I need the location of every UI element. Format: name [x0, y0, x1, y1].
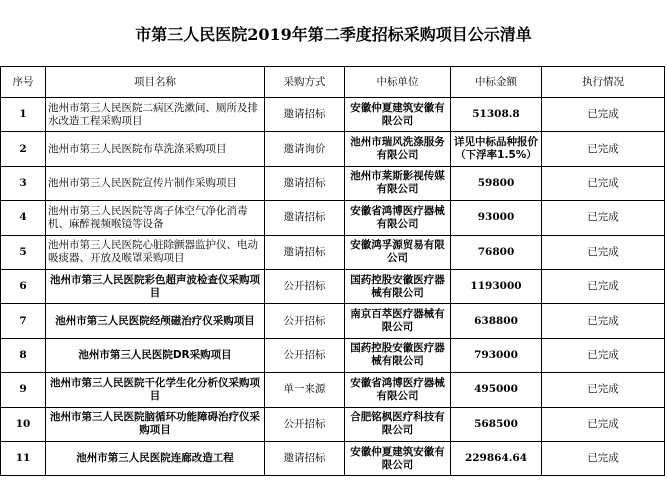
row-project-name: 池州市第三人民医院二病区洗漱间、厕所及排水改造工程采购项目 [46, 98, 265, 132]
row-index: 10 [1, 407, 46, 441]
row-project-name: 池州市第三人民医院连廊改造工程 [46, 441, 265, 475]
row-method: 邀请招标 [265, 201, 345, 235]
row-index: 11 [1, 441, 46, 475]
row-index: 4 [1, 201, 46, 235]
row-amount: 568500 [451, 407, 542, 441]
procurement-table [0, 66, 665, 476]
row-index: 6 [1, 269, 46, 303]
header-method: 采购方式 [265, 67, 345, 98]
row-method: 公开招标 [265, 338, 345, 372]
row-index: 9 [1, 373, 46, 407]
row-winner: 安徽仲夏建筑安徽有限公司 [345, 98, 451, 132]
row-project-name: 池州市第三人民医院心脏除颤器监护仪、电动吸痰器、开放及喉罩采购项目 [46, 235, 265, 269]
row-status: 已完成 [542, 235, 665, 269]
header-amount: 中标金额 [451, 67, 542, 98]
table-row [1, 269, 665, 303]
row-winner: 安徽省鸿博医疗器械有限公司 [345, 201, 451, 235]
table-row [1, 235, 665, 269]
row-project-name: 池州市第三人民医院彩色超声波检查仪采购项目 [46, 269, 265, 303]
row-project-name: 池州市第三人民医院布草洗涤采购项目 [46, 132, 265, 166]
row-project-name: 池州市第三人民医院等离子体空气净化消毒机、麻醉视频喉镜等设备 [46, 201, 265, 235]
row-amount: 638800 [451, 304, 542, 338]
row-method: 邀请招标 [265, 166, 345, 200]
row-amount: 详见中标品种报价（下浮率1.5%） [451, 132, 542, 166]
row-project-name: 池州市第三人民医院经颅磁治疗仪采购项目 [46, 304, 265, 338]
header-project-name: 项目名称 [46, 67, 265, 98]
row-index: 7 [1, 304, 46, 338]
row-status: 已完成 [542, 441, 665, 475]
table-row [1, 338, 665, 372]
table-row [1, 373, 665, 407]
row-index: 2 [1, 132, 46, 166]
row-status: 已完成 [542, 166, 665, 200]
row-winner: 池州市瑞风洗涤服务有限公司 [345, 132, 451, 166]
row-amount: 51308.8 [451, 98, 542, 132]
row-status: 已完成 [542, 132, 665, 166]
table-row [1, 166, 665, 200]
row-project-name: 池州市第三人民医院脑循环功能障碍治疗仪采购项目 [46, 407, 265, 441]
header-status: 执行情况 [542, 67, 665, 98]
table-row [1, 304, 665, 338]
row-status: 已完成 [542, 269, 665, 303]
row-amount: 76800 [451, 235, 542, 269]
row-method: 公开招标 [265, 304, 345, 338]
header-index: 序号 [1, 67, 46, 98]
row-method: 公开招标 [265, 269, 345, 303]
row-winner: 南京百萃医疗器械有限公司 [345, 304, 451, 338]
row-index: 5 [1, 235, 46, 269]
row-amount: 793000 [451, 338, 542, 372]
row-winner: 国药控股安徽医疗器械有限公司 [345, 269, 451, 303]
row-status: 已完成 [542, 304, 665, 338]
table-row [1, 407, 665, 441]
row-winner: 安徽仲夏建筑安徽有限公司 [345, 441, 451, 475]
row-amount: 1193000 [451, 269, 542, 303]
row-project-name: 池州市第三人民医院宣传片制作采购项目 [46, 166, 265, 200]
page-title: 市第三人民医院2019年第二季度招标采购项目公示清单 [135, 24, 532, 44]
row-method: 单一来源 [265, 373, 345, 407]
row-winner: 合肥铭枫医疗科技有限公司 [345, 407, 451, 441]
row-status: 已完成 [542, 338, 665, 372]
table-header-row [1, 67, 665, 98]
row-method: 邀请招标 [265, 441, 345, 475]
row-method: 邀请招标 [265, 98, 345, 132]
table-row [1, 98, 665, 132]
header-winner: 中标单位 [345, 67, 451, 98]
table-row [1, 132, 665, 166]
row-method: 公开招标 [265, 407, 345, 441]
row-index: 3 [1, 166, 46, 200]
row-index: 1 [1, 98, 46, 132]
row-winner: 安徽省鸿博医疗器械有限公司 [345, 373, 451, 407]
row-status: 已完成 [542, 407, 665, 441]
row-method: 邀请询价 [265, 132, 345, 166]
row-winner: 安徽鸿孚源贸易有限公司 [345, 235, 451, 269]
row-project-name: 池州市第三人民医院DR采购项目 [46, 338, 265, 372]
table-row [1, 201, 665, 235]
row-winner: 池州市莱斯影视传媒有限公司 [345, 166, 451, 200]
row-project-name: 池州市第三人民医院干化学生化分析仪采购项目 [46, 373, 265, 407]
row-status: 已完成 [542, 98, 665, 132]
row-amount: 229864.64 [451, 441, 542, 475]
row-amount: 59800 [451, 166, 542, 200]
row-winner: 国药控股安徽医疗器械有限公司 [345, 338, 451, 372]
row-method: 邀请招标 [265, 235, 345, 269]
table-row [1, 441, 665, 475]
row-amount: 93000 [451, 201, 542, 235]
row-status: 已完成 [542, 373, 665, 407]
row-status: 已完成 [542, 201, 665, 235]
row-amount: 495000 [451, 373, 542, 407]
row-index: 8 [1, 338, 46, 372]
